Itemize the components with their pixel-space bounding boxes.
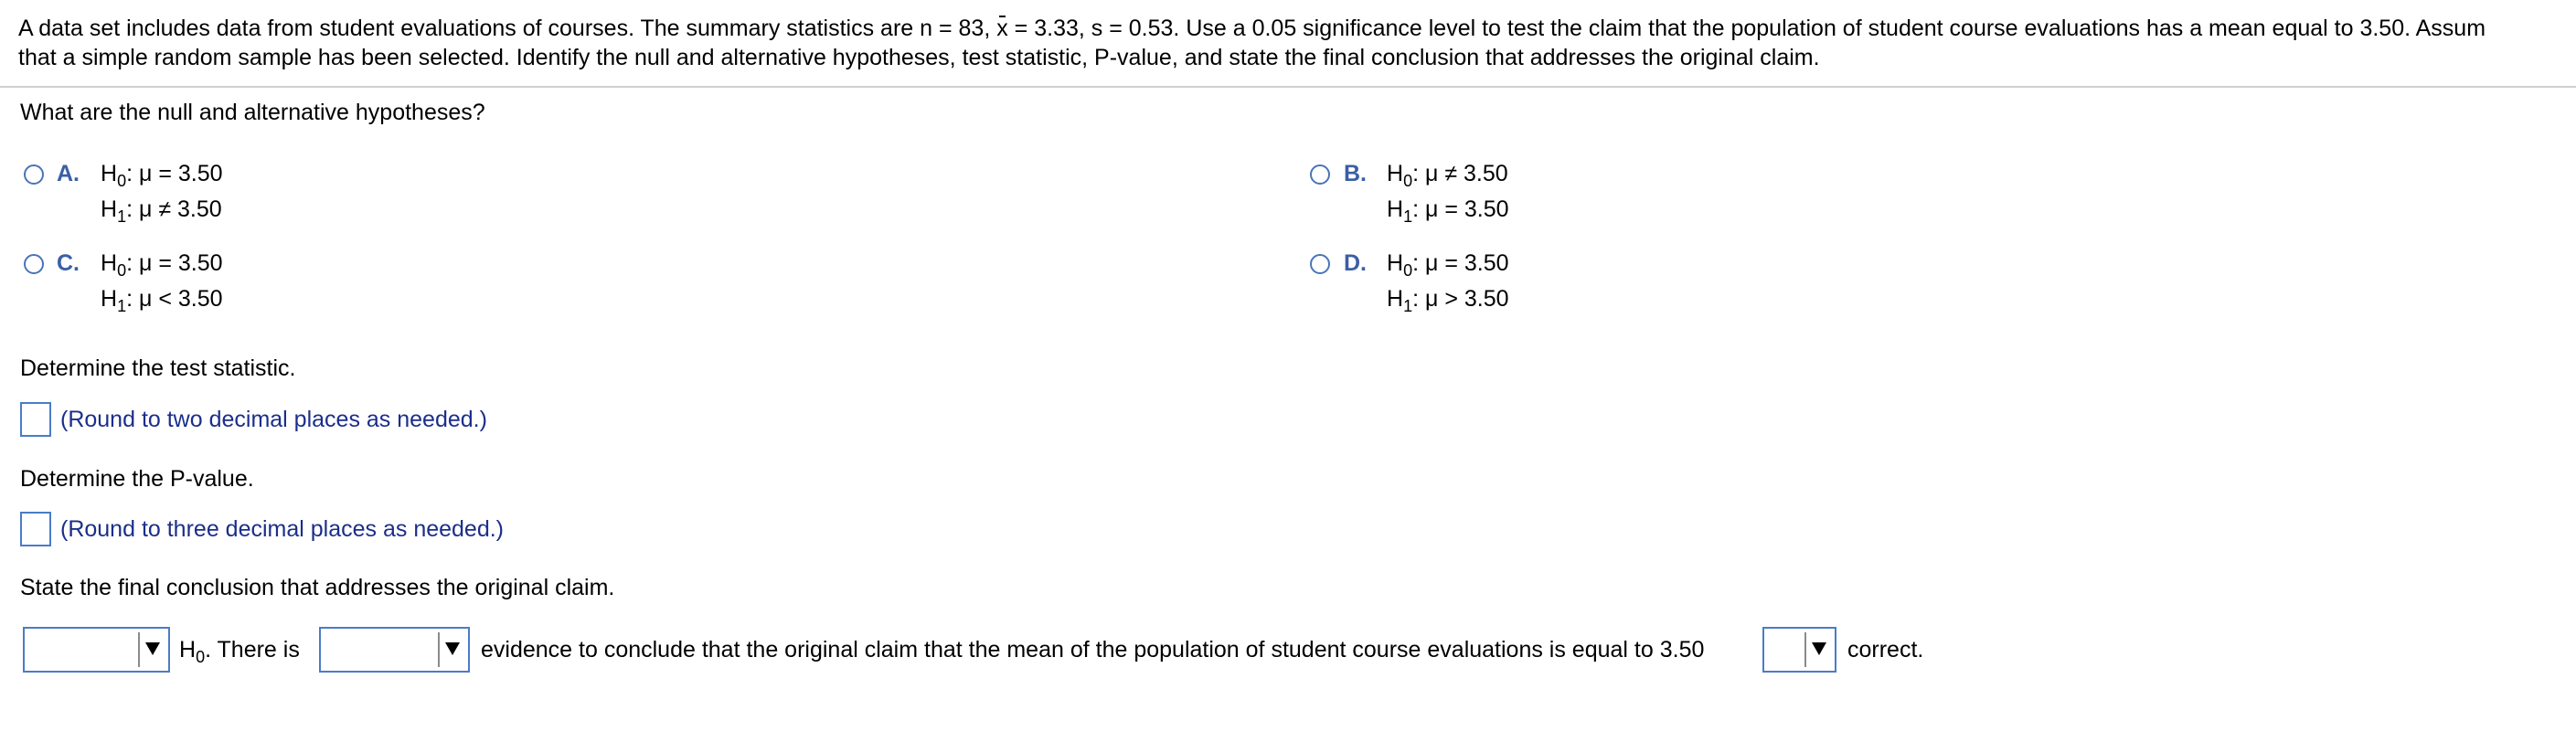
hypotheses-question: What are the null and alternative hypotheses? xyxy=(20,100,485,125)
test-statistic-hint: (Round to two decimal places as needed.) xyxy=(60,407,487,432)
conclusion-prompt: State the final conclusion that addresses the original claim. xyxy=(20,575,615,600)
option-c-letter: C. xyxy=(57,250,80,276)
option-b-null-hypothesis: $H_0$: μ ≠ 3.50 xyxy=(1387,161,1508,190)
p-value-hint: (Round to three decimal places as needed.) xyxy=(60,516,505,542)
option-c-null-hypothesis: $H_0$: μ = 3.50 xyxy=(101,250,223,280)
test-statistic-input[interactable] xyxy=(20,402,51,437)
conclusion-middle-text: evidence to conclude that the original claim that the mean of the population of student course evaluations is equal to 3.50 xyxy=(481,637,1705,662)
chevron-down-icon[interactable] xyxy=(1804,632,1830,667)
claim-correctness-dropdown[interactable] xyxy=(1762,627,1836,673)
reject-decision-dropdown[interactable] xyxy=(23,627,170,673)
option-b-letter: B. xyxy=(1344,161,1367,186)
p-value-prompt: Determine the P-value. xyxy=(20,466,254,492)
evidence-level-dropdown[interactable] xyxy=(319,627,470,673)
p-value-input[interactable] xyxy=(20,512,51,546)
conclusion-end-text: correct. xyxy=(1847,637,1924,662)
option-a-null-hypothesis: $H_0$: μ = 3.50 xyxy=(101,161,223,190)
option-d-radio[interactable] xyxy=(1310,254,1330,274)
option-c-alternative-hypothesis: $H_1$: μ < 3.50 xyxy=(101,286,223,315)
option-d-letter: D. xyxy=(1344,250,1367,276)
option-c-radio[interactable] xyxy=(24,254,44,274)
option-a-letter: A. xyxy=(57,161,80,186)
statement-prefix: A data set includes data from student evaluations of courses. The summary statistics are n = 83, xyxy=(18,16,991,41)
problem-statement-line-1 xyxy=(18,13,2486,44)
option-d-alternative-hypothesis: $H_1$: μ > 3.50 xyxy=(1387,286,1509,315)
option-d-null-hypothesis: $H_0$: μ = 3.50 xyxy=(1387,250,1509,280)
problem-statement-line-2: that a simple random sample has been selected. Identify the null and alternative hypotheses, test statistic, P-value, and state the final conclusion that addresses the original claim. xyxy=(18,45,1820,70)
chevron-down-icon[interactable] xyxy=(138,632,164,667)
section-divider xyxy=(0,86,2576,88)
option-a-radio[interactable] xyxy=(24,164,44,185)
test-statistic-prompt: Determine the test statistic. xyxy=(20,355,296,381)
option-b-alternative-hypothesis: $H_1$: μ = 3.50 xyxy=(1387,196,1509,226)
chevron-down-icon[interactable] xyxy=(438,632,463,667)
sample-mean-symbol: x xyxy=(996,13,1008,44)
option-a-alternative-hypothesis: $H_1$: μ ≠ 3.50 xyxy=(101,196,222,226)
option-b-radio[interactable] xyxy=(1310,164,1330,185)
statement-suffix: = 3.33, s = 0.53. Use a 0.05 significance level to test the claim that the population of student course evaluations has a mean equal to 3.50. Assum xyxy=(1007,16,2486,41)
null-hypothesis-label: $H_0$. There is xyxy=(179,637,300,666)
